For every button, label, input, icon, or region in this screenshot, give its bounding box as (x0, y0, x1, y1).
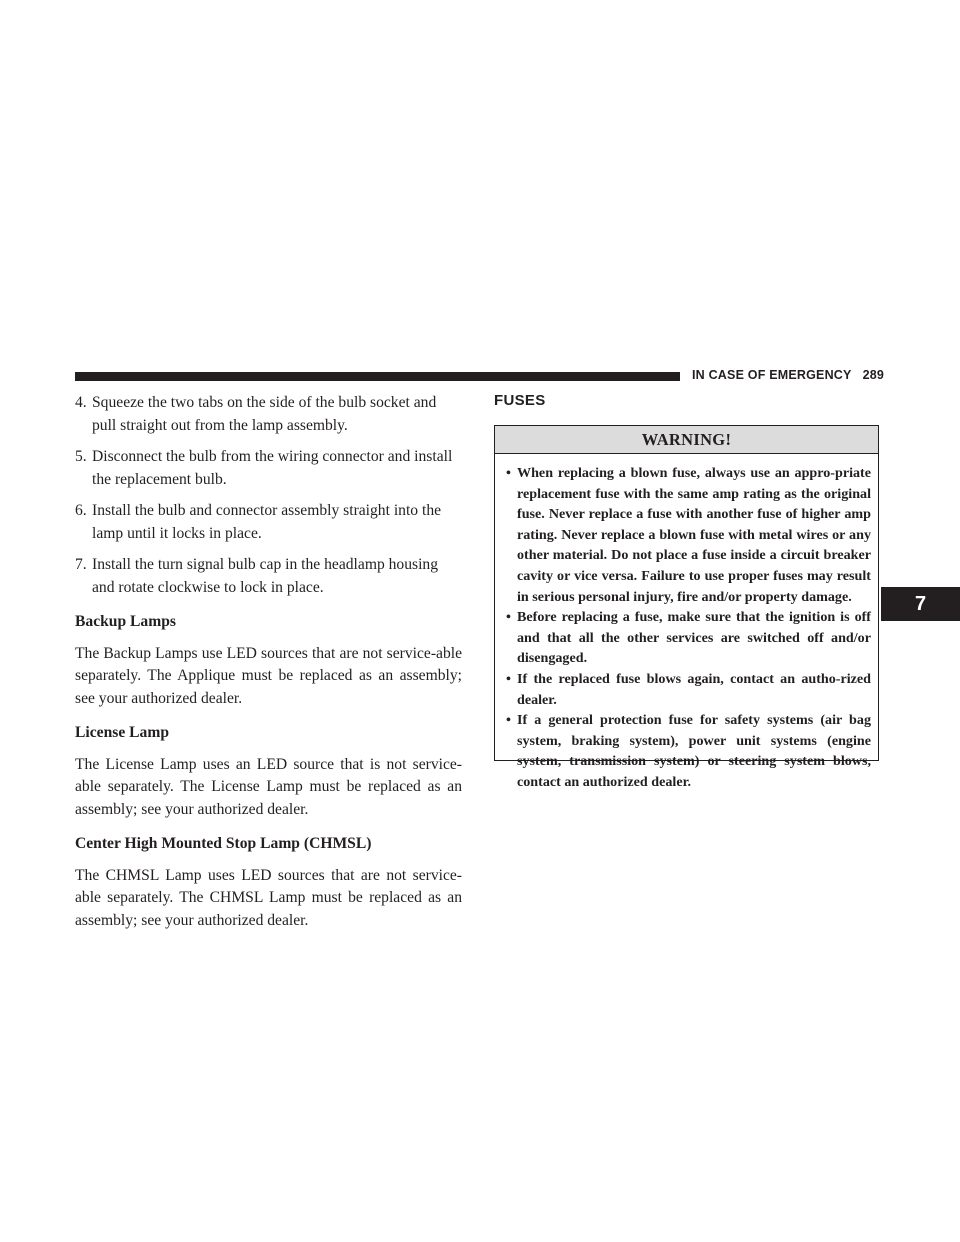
warning-text: If a general protection fuse for safety systems (air bag system, braking system), power unit systems (engine system, transmission system) or steering system blows, contact an authorized dealer. (517, 712, 871, 790)
warning-text: If the replaced fuse blows again, contact an autho-rized dealer. (517, 670, 871, 708)
bullet-icon: • (506, 712, 511, 729)
step-number: 7. (75, 556, 87, 573)
step-text: Disconnect the bulb from the wiring connector and install the replacement bulb. (92, 448, 453, 488)
warning-box (494, 425, 879, 790)
steps-list (75, 392, 462, 599)
list-item (506, 463, 871, 607)
fuses-heading: FUSES (494, 392, 546, 409)
warning-list (495, 454, 878, 793)
warning-text: Before replacing a fuse, make sure that the ignition is off and that all the other services are switched off and/or disengaged. (517, 609, 871, 667)
bullet-icon: • (506, 670, 511, 687)
section-heading-backup-lamps: Backup Lamps (75, 613, 176, 630)
section-heading-chmsl: Center High Mounted Stop Lamp (CHMSL) (75, 835, 372, 852)
left-column (75, 392, 462, 932)
list-item (506, 607, 871, 669)
section-heading-license-lamp: License Lamp (75, 724, 169, 741)
running-header (692, 368, 884, 382)
warning-title: WARNING! (495, 426, 878, 454)
step-number: 6. (75, 502, 87, 519)
list-item (75, 500, 462, 545)
header-rule (75, 372, 680, 381)
chapter-tab: 7 (881, 587, 960, 621)
section-body-license-lamp: The License Lamp uses an LED source that is not service-able separately. The License Lamp must be replaced as an assembly; see your authorized dealer. (75, 755, 462, 818)
list-item (506, 669, 871, 710)
step-number: 4. (75, 394, 87, 411)
list-item (75, 446, 462, 491)
list-item (75, 392, 462, 437)
page-number: 289 (862, 368, 885, 382)
step-text: Install the turn signal bulb cap in the headlamp housing and rotate clockwise to lock in place. (92, 556, 439, 596)
list-item (506, 710, 871, 792)
step-number: 5. (75, 448, 87, 465)
bullet-icon: • (506, 465, 511, 481)
warning-text: When replacing a blown fuse, always use an appro-priate replacement fuse with the same amp rating as the original fuse. Never replace a fuse with another fuse of higher amp rating. Never replace a blown fuse with metal wires or any other material. Do not place a fuse inside a circuit breaker cavity or vice versa. Failure to use proper fuses may result in serious personal injury, fire and/or property damage. (517, 465, 871, 605)
list-item (75, 554, 462, 599)
section-body-chmsl: The CHMSL Lamp uses LED sources that are not service-able separately. The CHMSL Lamp must be replaced as an assembly; see your authorized dealer. (75, 866, 462, 929)
step-text: Install the bulb and connector assembly straight into the lamp until it locks in place. (92, 502, 442, 542)
section-title: IN CASE OF EMERGENCY (692, 368, 852, 382)
section-body-backup-lamps: The Backup Lamps use LED sources that are not service-able separately. The Applique must be replaced as an assembly; see your authorized dealer. (75, 644, 462, 707)
step-text: Squeeze the two tabs on the side of the bulb socket and pull straight out from the lamp assembly. (92, 394, 437, 434)
bullet-icon: • (506, 609, 511, 626)
